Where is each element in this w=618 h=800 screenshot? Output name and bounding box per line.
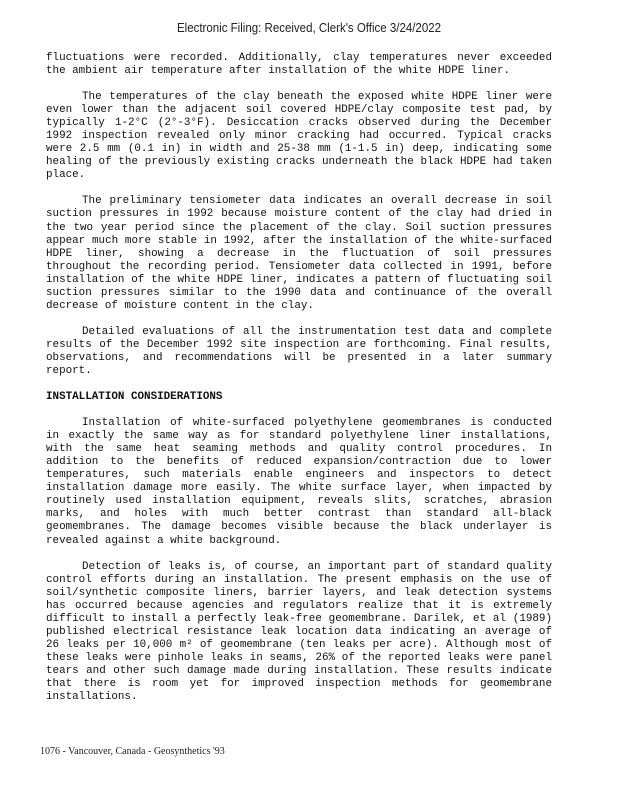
section-heading: INSTALLATION CONSIDERATIONS [46,391,223,404]
paragraph-detailed-evaluations: Detailed evaluations of all the instrumentation test data and complete results of the December 1992 site inspection are forthcoming. Final results, observations, and recommendations will be presented in a later summary report. [46,325,552,377]
paragraph-tensiometer-data: The preliminary tensiometer data indicates an overall decrease in soil suction pressures in 1992 because moisture content of the clay had dried in the two year period since the placement of the clay. Soil suction pressures appear much more stable in 1992, after the installation of the white-surfaced HDPE liner, showing a decrease in the fluctuation of soil pressures throughout the recording period. Tensiometer data collected in 1991, before installation of the white HDPE liner, indicates a pattern of fluctuating soil suction pressures similar to the 1990 data and continuance of the overall decrease of moisture content in the clay. [46,195,552,312]
paragraph-clay-temperatures: The temperatures of the clay beneath the exposed white HDPE liner were even lower than the adjacent soil covered HDPE/clay composite test pad, by typically 1-2°C (2°-3°F). Desiccation cracks observed during the December 1992 inspection revealed only minor cracking had occurred. Typical cracks were 2.5 mm (0.1 in) in width and 25-38 mm (1-1.5 in) deep, indicating some healing of the previously existing cracks underneath the black HDPE had taken place. [46,91,552,182]
paragraph-temperature-result: fluctuations were recorded. Additionally, clay temperatures never exceeded the ambient air temperature after installation of the white HDPE liner. [46,52,552,78]
filing-stamp: Electronic Filing: Received, Clerk's Office 3/24/2022 [176,21,442,35]
paragraph-installation: Installation of white-surfaced polyethylene geomembranes is conducted in exactly the same way as for standard polyethylene liner installations, with the same heat seaming methods and quality control procedures. In addition to the benefits of reduced expansion/contraction due to lower temperatures, such materials enable engineers and inspectors to detect installation damage more easily. The white surface layer, when impacted by routinely used installation equipment, reveals slits, scratches, abrasion marks, and holes with much better contrast than standard all-black geomembranes. The damage becomes visible because the black underlayer is revealed against a white background. [46,417,552,547]
page-footer: 1076 - Vancouver, Canada - Geosynthetics '93 [40,746,225,757]
document-body [46,52,552,717]
paragraph-leak-detection: Detection of leaks is, of course, an important part of standard quality control efforts during an installation. The present emphasis on the use of soil/synthetic composite liners, barrier layers, and leak detection systems has occurred because agencies and regulators realize that it is extremely difficult to install a perfectly leak-free geomembrane. Darilek, et al (1989) published electrical resistance leak location data indicating an average of 26 leaks per 10,000 m² of geomembrane (ten leaks per acre). Although most of these leaks were pinhole leaks in seams, 26% of the reported leaks were panel tears and other such damage made during installation. These results indicate that there is room yet for improved inspection methods for geomembrane installations. [46,560,552,704]
